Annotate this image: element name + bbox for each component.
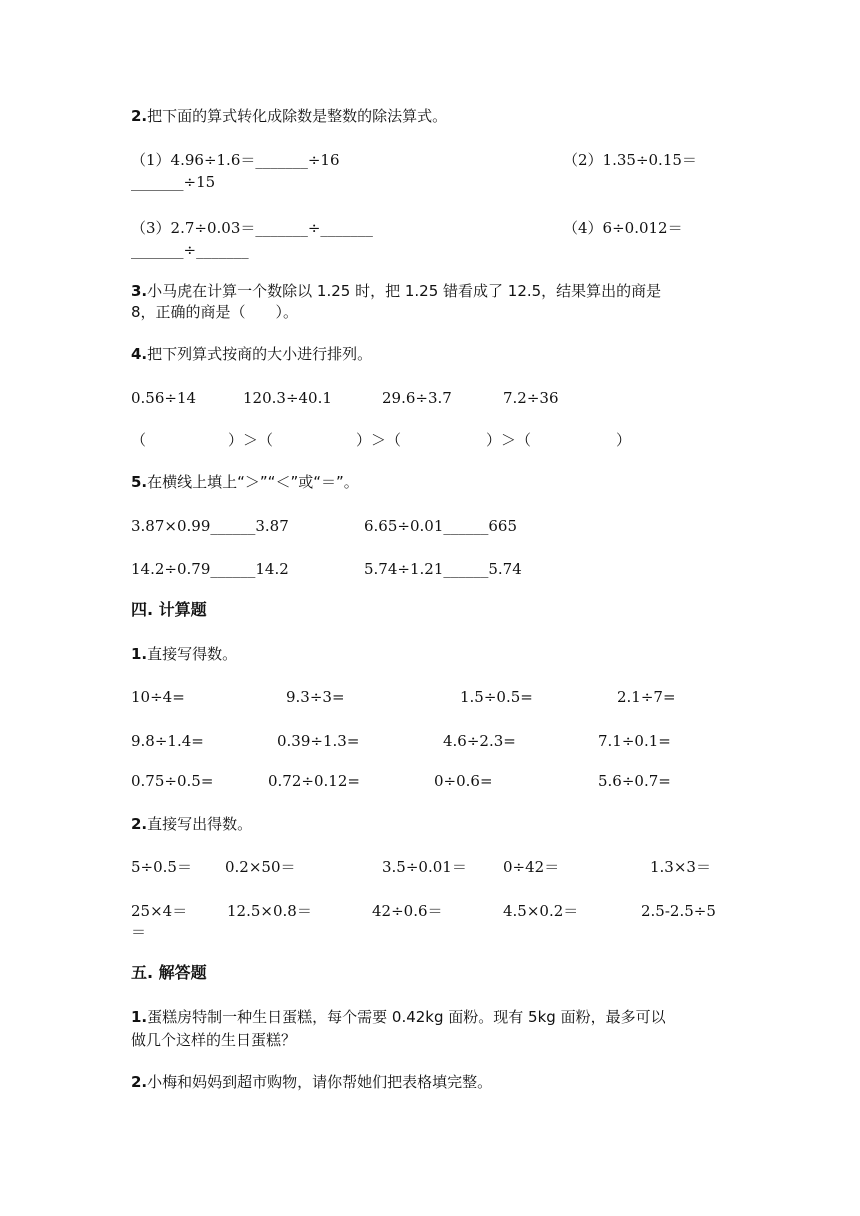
calc-1-r2-c1: 9.8÷1.4= [131, 732, 204, 750]
calc-1-r3-c3: 0÷0.6= [434, 772, 493, 790]
calc-2-r2-c2: 12.5×0.8＝ [227, 902, 312, 920]
q4-expr-1: 0.56÷14 [131, 389, 197, 407]
calc-2-r1-c1: 5÷0.5＝ [131, 858, 192, 876]
calc-1-prompt [131, 644, 237, 664]
calc-2-r1-c5: 1.3×3＝ [650, 858, 711, 876]
q2-item-4-wrap: _______÷_______ [131, 241, 249, 259]
calc-2-prompt [131, 814, 252, 834]
calc-1-r3-c4: 5.6÷0.7= [598, 772, 671, 790]
calc-1-r1-c4: 2.1÷7= [617, 688, 676, 706]
calc-2-r2-c5-wrap: ＝ [131, 923, 147, 941]
question-5-prompt [131, 472, 359, 492]
question-text: 直接写得数。 [147, 645, 238, 663]
question-number: 2. [131, 815, 148, 833]
question-text: 直接写出得数。 [147, 815, 253, 833]
question-2-prompt [131, 106, 447, 126]
q4-expr-4: 7.2÷36 [503, 389, 559, 407]
calc-2-r1-c3: 3.5÷0.01＝ [382, 858, 467, 876]
question-3-line-1 [131, 281, 661, 301]
question-number: 1. [131, 645, 148, 663]
question-text: 把下列算式按商的大小进行排列。 [147, 345, 373, 363]
section-5-title: 五. 解答题 [131, 963, 207, 982]
question-text: 小马虎在计算一个数除以 1.25 时，把 1.25 错看成了 12.5，结果算出的商是 [147, 282, 662, 300]
question-text: 在横线上填上“＞”“＜”或“＝”。 [147, 473, 359, 491]
question-4-prompt [131, 344, 372, 364]
calc-1-r1-c3: 1.5÷0.5= [460, 688, 533, 706]
q4-blank-open: （ [131, 431, 147, 449]
calc-2-r2-c5: 2.5-2.5÷5 [641, 902, 716, 920]
answer-1-line-1 [131, 1007, 666, 1027]
question-number: 2. [131, 107, 148, 125]
q4-blank-gt-3: ）＞（ [486, 431, 532, 449]
q4-blank-gt-2: ）＞（ [356, 431, 402, 449]
q4-expr-3: 29.6÷3.7 [382, 389, 452, 407]
calc-1-r2-c4: 7.1÷0.1= [598, 732, 671, 750]
calc-1-r2-c2: 0.39÷1.3= [277, 732, 360, 750]
q2-item-3: （3）2.7÷0.03＝_______÷_______ [131, 219, 373, 237]
question-text: 蛋糕房特制一种生日蛋糕，每个需要 0.42kg 面粉。现有 5kg 面粉，最多可以 [147, 1008, 666, 1026]
q2-item-1: （1）4.96÷1.6＝_______÷16 [131, 151, 340, 169]
question-number: 5. [131, 473, 148, 491]
q2-item-2: （2）1.35÷0.15＝ [563, 151, 697, 169]
q5-item-1: 3.87×0.99______3.87 [131, 517, 289, 535]
answer-2-prompt [131, 1072, 492, 1092]
question-3-line-2: 8，正确的商是（ ）。 [131, 303, 299, 321]
question-text: 把下面的算式转化成除数是整数的除法算式。 [147, 107, 448, 125]
calc-2-r2-c1: 25×4＝ [131, 902, 188, 920]
question-number: 4. [131, 345, 148, 363]
calc-2-r2-c3: 42÷0.6＝ [372, 902, 443, 920]
question-number: 2. [131, 1073, 148, 1091]
question-text: 小梅和妈妈到超市购物，请你帮她们把表格填完整。 [147, 1073, 493, 1091]
calc-1-r2-c3: 4.6÷2.3= [443, 732, 516, 750]
q2-item-2-wrap: _______÷15 [131, 173, 216, 191]
question-number: 3. [131, 282, 148, 300]
calc-1-r3-c1: 0.75÷0.5= [131, 772, 214, 790]
calc-2-r2-c4: 4.5×0.2＝ [503, 902, 579, 920]
q5-item-3: 14.2÷0.79______14.2 [131, 560, 289, 578]
q2-item-4: （4）6÷0.012＝ [563, 219, 683, 237]
calc-1-r1-c1: 10÷4= [131, 688, 185, 706]
calc-2-r1-c4: 0÷42＝ [503, 858, 560, 876]
question-number: 1. [131, 1008, 148, 1026]
calc-1-r1-c2: 9.3÷3= [286, 688, 345, 706]
calc-1-r3-c2: 0.72÷0.12= [268, 772, 360, 790]
calc-2-r1-c2: 0.2×50＝ [225, 858, 296, 876]
section-4-title: 四. 计算题 [131, 600, 207, 619]
q4-blank-close: ） [616, 431, 632, 449]
q4-blank-gt-1: ）＞（ [228, 431, 274, 449]
q4-expr-2: 120.3÷40.1 [243, 389, 332, 407]
answer-1-line-2: 做几个这样的生日蛋糕？ [131, 1031, 297, 1049]
q5-item-2: 6.65÷0.01______665 [364, 517, 517, 535]
q5-item-4: 5.74÷1.21______5.74 [364, 560, 522, 578]
